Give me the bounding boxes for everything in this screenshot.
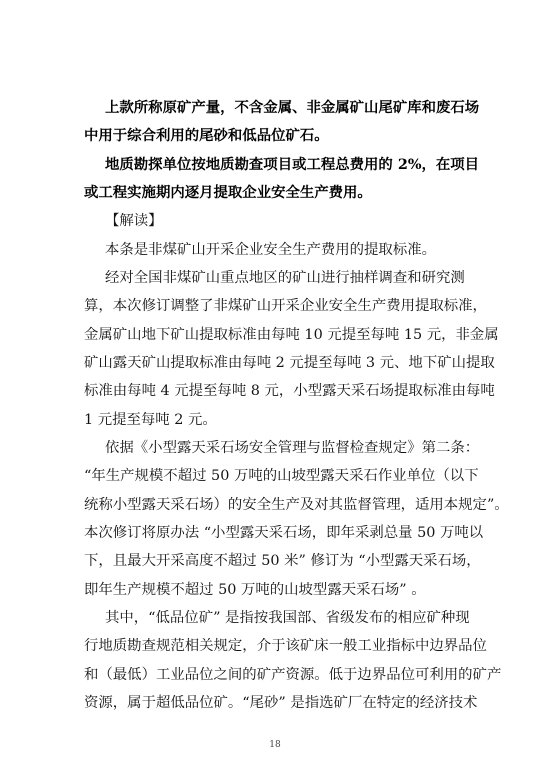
text-line: 资源，属于超低品位矿。“尾砂” 是指选矿厂在特定的经济技术 <box>84 695 478 711</box>
text-line: 上款所称原矿产量，不含金属、非金属矿山尾矿库和废石场 <box>105 99 480 116</box>
text-line: 矿山露天矿山提取标准由每吨 2 元提至每吨 3 元、地下矿山提取 <box>84 355 495 371</box>
text-line: 或工程实施期内逐月提取企业安全生产费用。 <box>84 184 372 201</box>
text-line: 标准由每吨 4 元提至每吨 8 元，小型露天采石场提取标准由每吨 <box>84 383 495 399</box>
text-line: 本次修订将原办法 “小型露天采石场，即年采剥总量 50 万吨以 <box>84 525 484 541</box>
page-number: 18 <box>269 740 281 750</box>
text-line: 下，且最大开采高度不超过 50 米” 修订为 “小型露天采石场， <box>84 553 481 569</box>
text-line: 行地质勘查规范相关规定，介于该矿床一般工业指标中边界品位 <box>84 638 487 654</box>
text-line: 依据《小型露天采石场安全管理与监督检查规定》第二条： <box>105 440 480 456</box>
text-line: 即年生产规模不超过 50 万吨的山坡型露天采石场” 。 <box>84 582 426 598</box>
text-line: 经对全国非煤矿山重点地区的矿山进行抽样调查和研究测 <box>105 270 465 286</box>
text-line: “年生产规模不超过 50 万吨的山坡型露天采石作业单位（以下 <box>84 468 479 484</box>
text-line: 金属矿山地下矿山提取标准由每吨 10 元提至每吨 15 元，非金属 <box>84 327 499 343</box>
text-line: 算，本次修订调整了非煤矿山开采企业安全生产费用提取标准， <box>84 298 487 314</box>
text-line: 其中，“低品位矿” 是指按我国部、省级发布的相应矿种现 <box>105 610 470 626</box>
section-heading: 【解读】 <box>105 213 163 229</box>
text-line: 统称小型露天采石场）的安全生产及对其监督管理，适用本规定”。 <box>84 497 509 513</box>
text-line: 本条是非煤矿山开采企业安全生产费用的提取标准。 <box>105 242 436 258</box>
text-line: 和（最低）工业品位之间的矿产资源。低于边界品位可利用的矿产 <box>84 667 502 683</box>
text-line: 中用于综合利用的尾砂和低品位矿石。 <box>84 127 329 144</box>
text-line: 1 元提至每吨 2 元。 <box>84 412 217 428</box>
text-line: 地质勘探单位按地质勘查项目或工程总费用的 2%，在项目 <box>105 156 480 173</box>
